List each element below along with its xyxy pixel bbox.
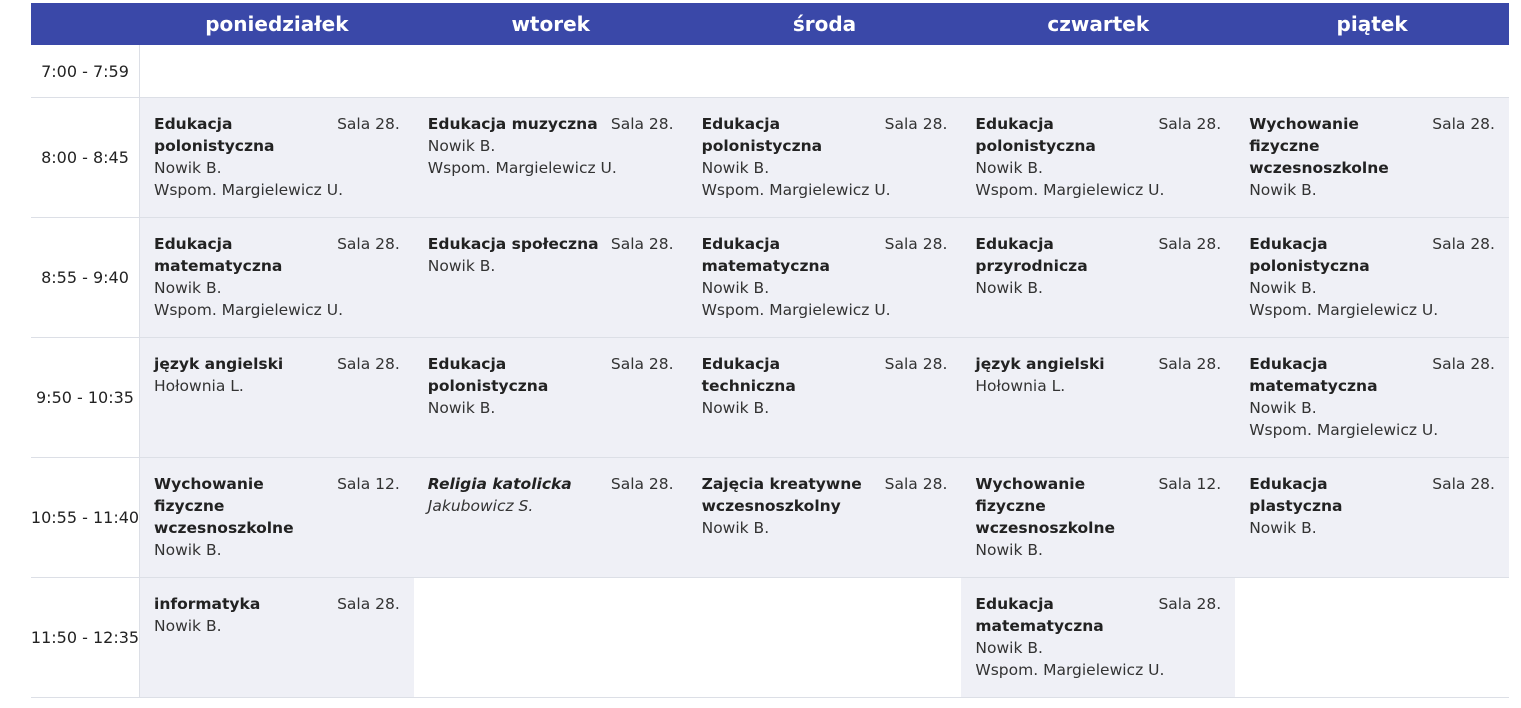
lesson-teacher: Nowik B. — [1249, 279, 1317, 297]
lesson-subject: Zajęcia kreatywne wczesnoszkolny — [701, 475, 862, 515]
lesson-room: Sala 28. — [1432, 115, 1495, 133]
lesson-cell[interactable] — [1235, 218, 1509, 337]
lesson-subject: Edukacja polonistyczna — [1249, 235, 1370, 275]
lesson-header — [975, 233, 1221, 277]
day-header-monday: poniedziałek — [205, 12, 349, 36]
lesson-teacher: Wspom. Margielewicz U. — [1249, 301, 1439, 319]
lesson-teacher: Nowik B. — [975, 279, 1043, 297]
lesson-subject: Edukacja matematyczna — [701, 235, 830, 275]
lesson-room: Sala 12. — [337, 475, 400, 493]
lesson-header — [1249, 113, 1495, 179]
lesson-room: Sala 28. — [1432, 235, 1495, 253]
lesson-subject: Wychowanie fizyczne wczesnoszkolne — [975, 475, 1115, 537]
lesson-room: Sala 28. — [337, 235, 400, 253]
lesson-teacher: Nowik B. — [975, 541, 1043, 559]
lesson-header — [975, 353, 1221, 375]
lesson-cell[interactable] — [140, 458, 414, 577]
lesson-subject: Edukacja społeczna — [427, 235, 599, 253]
lesson-teacher: Wspom. Margielewicz U. — [154, 181, 344, 199]
lesson-room: Sala 28. — [884, 475, 948, 493]
lesson-cell[interactable] — [1235, 98, 1509, 217]
lesson-header — [154, 113, 400, 157]
lesson-subject: Edukacja techniczna — [701, 355, 796, 395]
lesson-teacher: Nowik B. — [975, 639, 1043, 657]
timetable-row — [31, 218, 1509, 338]
lesson-room: Sala 28. — [610, 115, 674, 133]
timetable-row — [31, 98, 1509, 218]
empty-cell — [414, 45, 688, 97]
day-header-friday: piątek — [1336, 12, 1408, 36]
lesson-header — [154, 593, 400, 615]
lesson-teacher: Wspom. Margielewicz U. — [701, 301, 891, 319]
lesson-header — [702, 473, 948, 517]
empty-cell — [1235, 578, 1509, 697]
time-slot-label: 8:00 - 8:45 — [31, 98, 140, 217]
lesson-room: Sala 28. — [610, 235, 674, 253]
day-header-thursday: czwartek — [1047, 12, 1150, 36]
lesson-teacher: Nowik B. — [154, 279, 222, 297]
day-header-wednesday: środa — [792, 12, 857, 36]
lesson-subject: Edukacja matematyczna — [975, 595, 1104, 635]
empty-cell — [961, 45, 1235, 97]
lesson-teacher: Nowik B. — [1249, 399, 1317, 417]
empty-cell — [140, 45, 414, 97]
lesson-room: Sala 28. — [1432, 355, 1495, 373]
lesson-cell[interactable] — [961, 98, 1235, 217]
lesson-room: Sala 28. — [1158, 115, 1222, 133]
lesson-subject: Edukacja przyrodnicza — [975, 235, 1088, 275]
time-slot-label: 10:55 - 11:40 — [31, 458, 140, 577]
lesson-teacher: Nowik B. — [701, 159, 770, 177]
empty-cell — [1235, 45, 1509, 97]
lesson-cell[interactable] — [688, 338, 962, 457]
lesson-header — [428, 233, 674, 255]
lesson-header — [975, 113, 1221, 157]
lesson-room: Sala 28. — [337, 115, 400, 133]
lesson-room: Sala 28. — [884, 115, 948, 133]
lesson-room: Sala 28. — [884, 355, 948, 373]
lesson-teacher: Nowik B. — [1249, 181, 1317, 199]
lesson-subject: informatyka — [154, 595, 261, 613]
timetable-header — [31, 3, 1509, 45]
lesson-cell[interactable] — [961, 338, 1235, 457]
lesson-teacher: Wspom. Margielewicz U. — [154, 301, 344, 319]
lesson-teacher: Wspom. Margielewicz U. — [975, 181, 1165, 199]
empty-cell — [688, 45, 962, 97]
lesson-room: Sala 28. — [884, 235, 948, 253]
lesson-room: Sala 12. — [1158, 475, 1222, 493]
day-header-tuesday: wtorek — [511, 12, 590, 36]
lesson-teacher: Wspom. Margielewicz U. — [1249, 421, 1439, 439]
lesson-subject: język angielski — [154, 355, 284, 373]
lesson-subject: Religia katolicka — [427, 475, 572, 493]
lesson-cell[interactable] — [140, 98, 414, 217]
lesson-room: Sala 28. — [610, 475, 674, 493]
lesson-teacher: Nowik B. — [1249, 519, 1317, 537]
lesson-room: Sala 28. — [610, 355, 674, 373]
empty-cell — [414, 578, 688, 697]
time-slot-label: 7:00 - 7:59 — [31, 45, 140, 97]
lesson-room: Sala 28. — [337, 355, 400, 373]
lesson-cell[interactable] — [688, 98, 962, 217]
lesson-teacher: Nowik B. — [154, 159, 222, 177]
lesson-header — [975, 473, 1221, 539]
lesson-subject: Edukacja matematyczna — [1249, 355, 1378, 395]
lesson-cell[interactable] — [961, 458, 1235, 577]
lesson-subject: Edukacja polonistyczna — [975, 115, 1096, 155]
lesson-teacher: Wspom. Margielewicz U. — [427, 159, 617, 177]
time-slot-label: 11:50 - 12:35 — [31, 578, 140, 697]
lesson-room: Sala 28. — [1432, 475, 1495, 493]
lesson-cell[interactable] — [140, 218, 414, 337]
timetable-row — [31, 45, 1509, 98]
empty-cell — [688, 578, 962, 697]
lesson-cell[interactable] — [961, 218, 1235, 337]
lesson-subject: Edukacja muzyczna — [427, 115, 598, 133]
lesson-header — [1249, 473, 1495, 517]
lesson-room: Sala 28. — [1158, 595, 1222, 613]
timetable-row — [31, 338, 1509, 458]
lesson-header — [154, 233, 400, 277]
lesson-room: Sala 28. — [1158, 355, 1222, 373]
lesson-cell[interactable] — [414, 458, 688, 577]
lesson-cell[interactable] — [961, 578, 1235, 697]
lesson-teacher: Jakubowicz S. — [427, 497, 534, 515]
lesson-cell[interactable] — [688, 218, 962, 337]
lesson-teacher: Nowik B. — [701, 519, 770, 537]
lesson-subject: Wychowanie fizyczne wczesnoszkolne — [1249, 115, 1389, 177]
lesson-teacher: Nowik B. — [701, 279, 770, 297]
lesson-teacher: Hołownia L. — [975, 377, 1066, 395]
timetable — [31, 3, 1509, 698]
lesson-header — [428, 473, 674, 495]
lesson-teacher: Nowik B. — [154, 617, 222, 635]
lesson-subject: język angielski — [975, 355, 1105, 373]
lesson-cell[interactable] — [1235, 458, 1509, 577]
timetable-body — [31, 45, 1509, 698]
lesson-header — [154, 473, 400, 539]
time-slot-label: 9:50 - 10:35 — [31, 338, 140, 457]
lesson-teacher: Nowik B. — [427, 257, 496, 275]
lesson-subject: Wychowanie fizyczne wczesnoszkolne — [154, 475, 294, 537]
lesson-cell[interactable] — [414, 338, 688, 457]
lesson-cell[interactable] — [140, 578, 414, 697]
lesson-header — [154, 353, 400, 375]
lesson-header — [428, 113, 674, 135]
lesson-cell[interactable] — [414, 98, 688, 217]
lesson-teacher: Nowik B. — [701, 399, 770, 417]
lesson-teacher: Nowik B. — [975, 159, 1043, 177]
lesson-room: Sala 28. — [1158, 235, 1222, 253]
lesson-subject: Edukacja polonistyczna — [701, 115, 823, 155]
header-corner — [31, 3, 140, 45]
lesson-header — [702, 353, 948, 397]
lesson-cell[interactable] — [414, 218, 688, 337]
lesson-header — [702, 233, 948, 277]
lesson-subject: Edukacja plastyczna — [1249, 475, 1343, 515]
lesson-teacher: Nowik B. — [427, 137, 496, 155]
time-slot-label: 8:55 - 9:40 — [31, 218, 140, 337]
lesson-cell[interactable] — [688, 458, 962, 577]
timetable-row — [31, 578, 1509, 698]
lesson-header — [1249, 353, 1495, 397]
timetable-row — [31, 458, 1509, 578]
lesson-header — [975, 593, 1221, 637]
lesson-subject: Edukacja matematyczna — [154, 235, 283, 275]
lesson-subject: Edukacja polonistyczna — [427, 355, 549, 395]
lesson-teacher: Wspom. Margielewicz U. — [975, 661, 1165, 679]
lesson-teacher: Nowik B. — [427, 399, 496, 417]
lesson-room: Sala 28. — [337, 595, 400, 613]
lesson-cell[interactable] — [1235, 338, 1509, 457]
lesson-subject: Edukacja polonistyczna — [154, 115, 275, 155]
lesson-header — [702, 113, 948, 157]
lesson-teacher: Nowik B. — [154, 541, 222, 559]
lesson-teacher: Hołownia L. — [154, 377, 244, 395]
lesson-teacher: Wspom. Margielewicz U. — [701, 181, 891, 199]
lesson-header — [1249, 233, 1495, 277]
lesson-cell[interactable] — [140, 338, 414, 457]
lesson-header — [428, 353, 674, 397]
